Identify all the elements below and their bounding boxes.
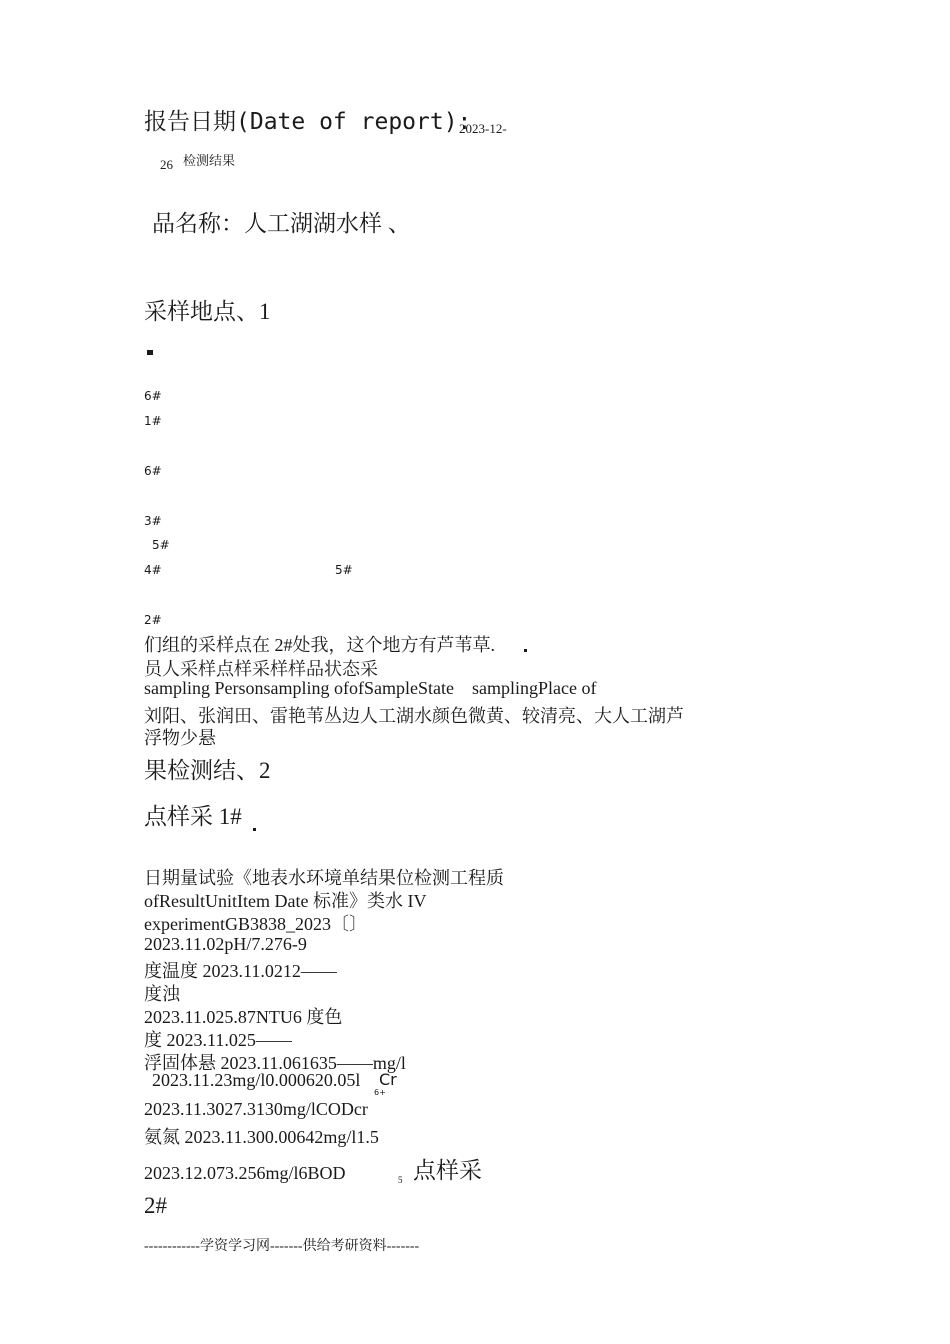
cr-superscript: 6+ bbox=[374, 1088, 386, 1097]
site-marker-4: 4# bbox=[144, 563, 162, 577]
sampling-site-heading: 采样地点、1 bbox=[144, 299, 271, 324]
point1-dot bbox=[253, 828, 256, 831]
table-line-7: 2023.11.025.87NTU6 度色 bbox=[144, 1007, 343, 1027]
table-line-2: ofResultUnitItem Date 标准》类水 IV bbox=[144, 891, 427, 911]
results-heading: 果检测结、2 bbox=[144, 758, 271, 783]
body-line-3: sampling Personsampling ofofSampleState samplingPlace of bbox=[144, 678, 597, 698]
point2-heading-b: 2# bbox=[144, 1193, 167, 1218]
site-marker-5b: 5# bbox=[335, 563, 353, 577]
body-line-4: 刘阳、张润田、雷艳苇丛边人工湖水颜色微黄、较清亮、大人工湖芦 bbox=[144, 706, 684, 726]
sample-name: 品名称：人工湖湖水样 、 bbox=[152, 211, 411, 236]
body-line-5: 浮物少悬 bbox=[144, 728, 216, 748]
table-line-5: 度温度 2023.11.0212—— bbox=[144, 961, 337, 981]
cr-label: Cr bbox=[379, 1070, 397, 1089]
bod-line: 2023.12.073.256mg/l6BOD bbox=[144, 1163, 346, 1183]
footer-note: ------------学资学习网-------供给考研资料------- bbox=[144, 1239, 420, 1254]
site-marker-2: 2# bbox=[144, 613, 162, 627]
result-label: 检测结果 bbox=[183, 154, 236, 169]
point1-heading: 点样采 1# bbox=[144, 804, 242, 829]
report-date-part1: 2023-12- bbox=[459, 121, 507, 136]
table-line-8: 度 2023.11.025—— bbox=[144, 1030, 292, 1050]
bod-subscript: 5 bbox=[398, 1175, 403, 1185]
point2-heading-a: 点样采 bbox=[413, 1158, 482, 1183]
table-line-4: 2023.11.02pH/7.276-9 bbox=[144, 934, 307, 954]
table-line-12: 氨氮 2023.11.300.00642mg/l1.5 bbox=[144, 1127, 379, 1147]
site-marker-1: 1# bbox=[144, 414, 162, 428]
report-date-label: 报告日期(Date of report): bbox=[144, 109, 472, 135]
table-line-10: 2023.11.23mg/l0.000620.05l bbox=[152, 1070, 361, 1090]
site-marker-6: 6# bbox=[144, 389, 162, 403]
body-line-2: 员人采样点样采样样品状态采 bbox=[144, 659, 378, 679]
table-line-11: 2023.11.3027.3130mg/lCODcr bbox=[144, 1099, 368, 1119]
body-line-1: 们组的采样点在 2#处我，这个地方有芦苇草. bbox=[144, 635, 495, 655]
report-date-part2: 26 bbox=[160, 157, 173, 172]
table-line-3: experimentGB3838_2023〔〕 bbox=[144, 914, 367, 934]
table-line-6: 度浊 bbox=[144, 984, 180, 1004]
map-bullet bbox=[147, 350, 153, 355]
table-line-1: 日期量试验《地表水环境单结果位检测工程质 bbox=[144, 868, 504, 888]
table-line-9: 浮固体悬 2023.11.061635——mg/l bbox=[144, 1053, 406, 1073]
site-marker-5: 5# bbox=[152, 538, 170, 552]
site-marker-3: 3# bbox=[144, 514, 162, 528]
site-marker-6b: 6# bbox=[144, 464, 162, 478]
body-dot-1 bbox=[524, 649, 527, 652]
